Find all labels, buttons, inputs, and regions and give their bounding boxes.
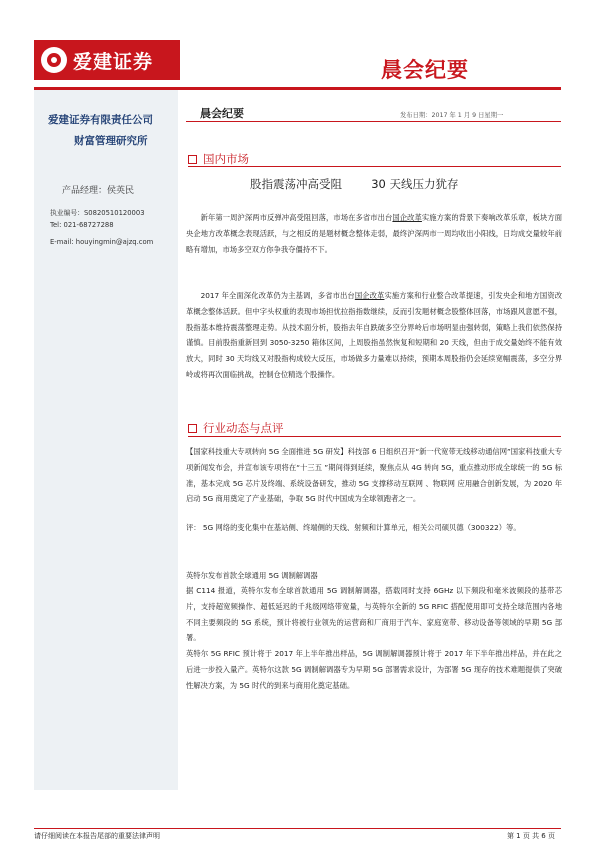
footer-disclaimer: 请仔细阅读在本报告尾部的重要法律声明 <box>34 832 160 840</box>
section-industry-heading <box>188 420 284 436</box>
text-run: 新年第一周沪深两市反弹冲高受阻回落，市场在多省市出台 <box>200 213 393 222</box>
content-subtitle: 晨会纪要 <box>200 107 244 120</box>
sidebar-department: 财富管理研究所 <box>74 135 148 147</box>
footer-divider <box>34 828 561 829</box>
sidebar-analyst: 产品经理：侯英民 <box>62 186 135 196</box>
sidebar-email: E-mail: houyingmin@ajzq.com <box>50 238 154 246</box>
paragraph-intel-timeline: 英特尔 5G RFIC 预计将于 2017 年上半年推出样品，5G 调制解调器预计将于 2017 年下半年推出样品，并在此之后进一步投入量产。英特尔这款 5G 调制解调器专为早期 5G 部署需求设计，为部署 5G 现存的技术难题提供了突破性解决方案，为 5G 时代的到来与商用化奠定基础。 <box>186 649 562 690</box>
checkbox-square-icon <box>188 424 197 433</box>
publish-date: 发布日期：2017 年 1 月 9 日星期一 <box>400 112 504 119</box>
sidebar-tel: Tel: 021-68727288 <box>50 221 114 229</box>
section-domestic-divider <box>188 166 561 167</box>
document-title: 晨会纪要 <box>381 58 469 82</box>
paragraph-intel-title: 英特尔发布首款全球通用 5G 调制解调器 <box>186 571 318 580</box>
sidebar-license: 执业编号：S0820510120003 <box>50 209 145 217</box>
sidebar <box>34 90 178 790</box>
section-industry-divider <box>188 436 561 437</box>
soe-reform-link[interactable]: 国企改革 <box>392 213 422 222</box>
text-run: 实施方案的背景下奏响改革乐章，板块方面央企地方改革概念表现活跃，与之相反的是题材概念整体走弱，最终沪深两市一周均收出小阳线，日均成交量较年前略有增加，市场多空双方你争我夺僵持不下。 <box>186 213 563 254</box>
text-run: 实施方案和行业整合改革提速，引发央企和地方国资改革概念整体活跃。但中字头权重的表现市场担忧拉指指数继续，反而引发题材概念股整体回落，市场跟风意愿不强，股指基本维持震荡整理走势。从技术面分析，股指去年自跌破多空分界岭后市场明显由强转弱，策略上我们依然保持谨慎。目前股指重新回到 3050-3250 箱体区间，上周股指虽然恢复和短期和 20 天线，但由于成交量始终不能有效放大，同时 30 天均线又对股指构成较大反压，市场做多力量难以持续，预期本周股指仍会延续宽幅震荡，多空分界岭或将再次面临挑战，控制仓位精选个股操作。 <box>186 291 563 379</box>
logo-mark-icon <box>41 47 67 73</box>
sidebar-company: 爱建证券有限责任公司 <box>48 114 153 126</box>
section-domestic-heading <box>188 151 249 167</box>
text-run: 2017 年全面深化改革仍为主基调，多省市出台 <box>200 291 355 300</box>
paragraph-5g-comment: 评： 5G 网络的变化集中在基站侧、终端侧的天线、射频和计算单元，相关公司硕贝德（300322）等。 <box>186 523 521 532</box>
soe-reform-link-2[interactable]: 国企改革 <box>354 291 385 300</box>
checkbox-square-icon <box>188 155 197 164</box>
paragraph-market-summary <box>186 210 562 257</box>
footer-page-number: 第 1 页 共 6 页 <box>506 832 555 840</box>
section-domestic-title: 国内市场 <box>203 152 249 166</box>
section-industry-title: 行业动态与点评 <box>203 421 284 435</box>
company-logo <box>34 40 180 80</box>
subtitle-divider <box>186 121 561 122</box>
logo-text: 爱建证券 <box>73 50 154 73</box>
market-headline: 股指震荡冲高受阻 30 天线压力犹存 <box>250 177 459 191</box>
paragraph-intel-detail: 据 C114 报道，英特尔发布全球首款通用 5G 调制解调器，搭载同时支持 6GHz 以下频段和毫米波频段的基带芯片，支持超宽频操作、超低延迟的千兆级网络带宽量，与英特尔全新的 5G RFIC 搭配使用即可支持全球范围内各地不同主要频段的 5G 系统，预计将被行业领先的运营商和厂商用于汽车、家庭宽带、移动设备等领域的早期 5G 部署。 <box>186 586 562 643</box>
paragraph-market-analysis <box>186 288 562 383</box>
paragraph-5g-news: 【国家科技重大专项转向 5G 全面推进 5G 研发】科技部 6 日组织召开“新一代宽带无线移动通信网”国家科技重大专项新闻发布会，并宣布该专项将在“十三五 ”期间得到延续，聚焦点从 4G 转向 5G，重点推动形成全球统一的 5G 标准，基本完成 5G 芯片及终端、系统设备研发，推动 5G 支撑移动互联网 、物联网 应用融合创新发展，为 2020 年启动 5G 商用奠定了产业基础，争取 5G 时代中国成为全球领跑者之一。 <box>186 447 562 504</box>
